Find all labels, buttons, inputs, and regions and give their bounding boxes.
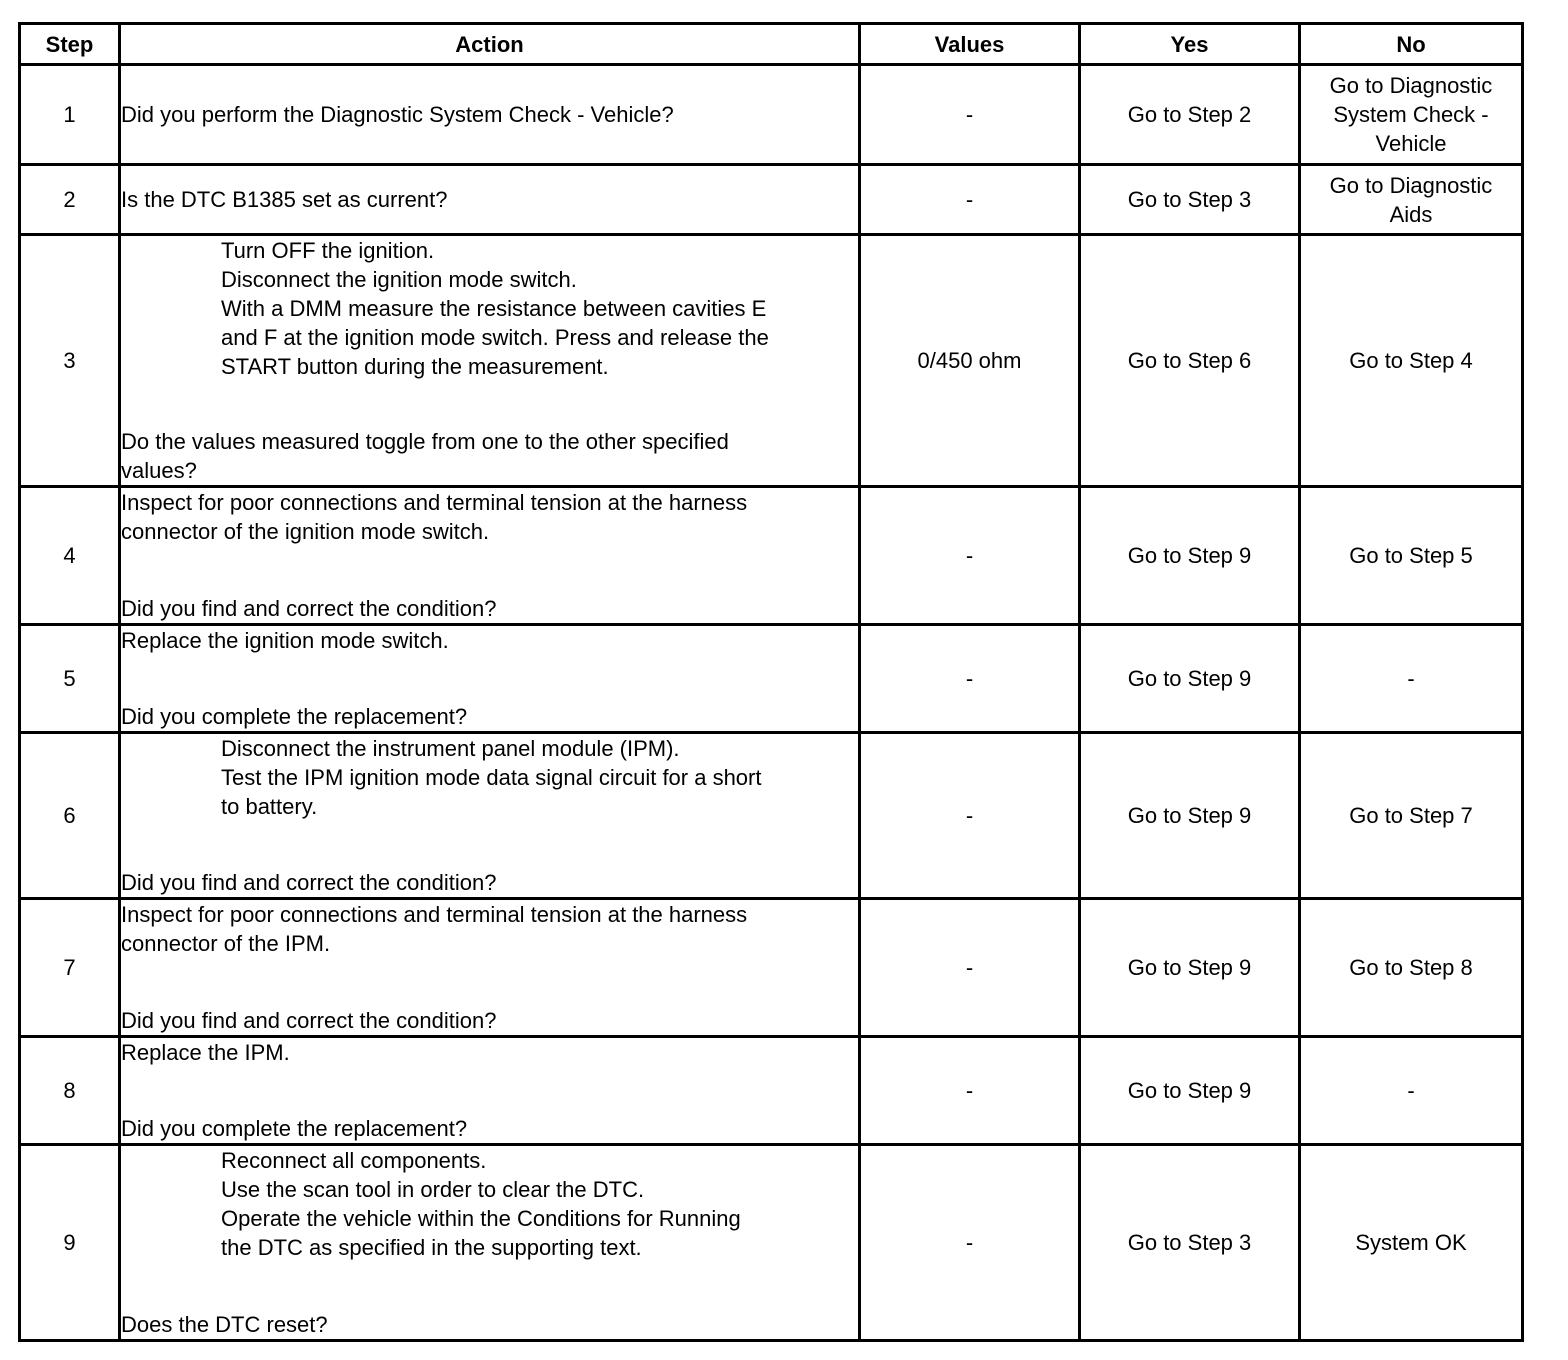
yes-cell: Go to Step 2 xyxy=(1080,65,1300,165)
action-question: Does the DTC reset? xyxy=(121,1312,328,1337)
no-cell: Go to Step 7 xyxy=(1300,733,1523,899)
action-cell xyxy=(120,899,860,1037)
instruction-line: Operate the vehicle within the Conditions for Running xyxy=(221,1206,741,1231)
no-cell xyxy=(1300,165,1523,235)
instruction-line: Turn OFF the ignition. xyxy=(221,238,435,263)
no-cell: Go to Step 5 xyxy=(1300,487,1523,625)
table-row xyxy=(20,235,1523,487)
table-row xyxy=(20,1037,1523,1145)
instruction-line: and F at the ignition mode switch. Press and release the xyxy=(221,325,769,350)
action-question: Is the DTC B1385 set as current? xyxy=(121,187,448,212)
yes-cell: Go to Step 3 xyxy=(1080,1145,1300,1341)
action-question xyxy=(121,427,858,485)
step-number: 4 xyxy=(20,487,120,625)
values-cell: - xyxy=(860,733,1080,899)
header-action: Action xyxy=(120,24,860,65)
instruction-line: the DTC as specified in the supporting text. xyxy=(221,1235,642,1260)
step-number: 9 xyxy=(20,1145,120,1341)
no-cell: - xyxy=(1300,625,1523,733)
values-cell: - xyxy=(860,625,1080,733)
action-instructions xyxy=(121,900,858,958)
instruction-line: Use the scan tool in order to clear the DTC. xyxy=(221,1177,645,1202)
values-cell: - xyxy=(860,899,1080,1037)
step-number: 6 xyxy=(20,733,120,899)
no-line: System Check - xyxy=(1333,102,1489,127)
table-row xyxy=(20,733,1523,899)
no-line: Go to Diagnostic xyxy=(1329,172,1493,198)
instruction-line: Disconnect the instrument panel module (IPM). xyxy=(221,736,680,761)
action-instructions xyxy=(121,734,858,821)
no-line: Aids xyxy=(1389,201,1433,227)
action-cell xyxy=(120,733,860,899)
no-line: Go to Diagnostic xyxy=(1329,73,1493,98)
table-row xyxy=(20,165,1523,235)
instruction-line: START button during the measurement. xyxy=(221,354,609,379)
action-cell xyxy=(120,1145,860,1341)
action-cell xyxy=(120,165,860,235)
no-line: Vehicle xyxy=(1375,131,1447,156)
instruction-line: Replace the ignition mode switch. xyxy=(121,628,449,653)
instruction-line: Inspect for poor connections and terminal tension at the harness xyxy=(121,490,748,515)
values-cell: - xyxy=(860,487,1080,625)
action-question: Did you perform the Diagnostic System Check - Vehicle? xyxy=(121,102,674,127)
action-question: Did you complete the replacement? xyxy=(121,704,468,729)
table-row xyxy=(20,65,1523,165)
values-cell: 0/450 ohm xyxy=(860,235,1080,487)
table-row xyxy=(20,487,1523,625)
action-question: Did you find and correct the condition? xyxy=(121,870,497,895)
action-question: Did you find and correct the condition? xyxy=(121,596,497,621)
action-cell xyxy=(120,65,860,165)
action-cell xyxy=(120,625,860,733)
step-number: 8 xyxy=(20,1037,120,1145)
instruction-line: to battery. xyxy=(221,794,318,819)
no-cell xyxy=(1300,65,1523,165)
values-cell: - xyxy=(860,1037,1080,1145)
action-question: Did you complete the replacement? xyxy=(121,1116,468,1141)
header-yes: Yes xyxy=(1080,24,1300,65)
yes-cell: Go to Step 9 xyxy=(1080,733,1300,899)
instruction-line: Inspect for poor connections and terminal tension at the harness xyxy=(121,902,748,927)
no-cell: - xyxy=(1300,1037,1523,1145)
action-instructions xyxy=(121,236,858,381)
instruction-line: With a DMM measure the resistance between cavities E xyxy=(221,296,767,321)
action-instructions xyxy=(121,1146,858,1262)
values-cell: - xyxy=(860,165,1080,235)
instruction-line: Disconnect the ignition mode switch. xyxy=(221,267,577,292)
instruction-line: connector of the IPM. xyxy=(121,931,331,956)
action-instructions xyxy=(121,488,858,546)
action-question: Did you find and correct the condition? xyxy=(121,1008,497,1033)
header-step: Step xyxy=(20,24,120,65)
question-line: Do the values measured toggle from one to the other specified xyxy=(121,429,729,454)
yes-cell: Go to Step 6 xyxy=(1080,235,1300,487)
header-values: Values xyxy=(860,24,1080,65)
action-instructions xyxy=(121,626,858,655)
table-row xyxy=(20,899,1523,1037)
question-line: values? xyxy=(121,458,197,483)
yes-cell: Go to Step 9 xyxy=(1080,899,1300,1037)
action-instructions xyxy=(121,1038,858,1067)
values-cell: - xyxy=(860,1145,1080,1341)
step-number: 3 xyxy=(20,235,120,487)
no-cell: System OK xyxy=(1300,1145,1523,1341)
action-cell xyxy=(120,1037,860,1145)
yes-cell: Go to Step 9 xyxy=(1080,487,1300,625)
yes-cell: Go to Step 3 xyxy=(1080,165,1300,235)
diagnostic-table xyxy=(18,22,1524,1342)
step-number: 7 xyxy=(20,899,120,1037)
instruction-line: Replace the IPM. xyxy=(121,1040,290,1065)
step-number: 5 xyxy=(20,625,120,733)
header-row xyxy=(20,24,1523,65)
instruction-line: Reconnect all components. xyxy=(221,1148,487,1173)
action-cell xyxy=(120,487,860,625)
header-no: No xyxy=(1300,24,1523,65)
action-cell xyxy=(120,235,860,487)
step-number: 2 xyxy=(20,165,120,235)
instruction-line: Test the IPM ignition mode data signal circuit for a short xyxy=(221,765,762,790)
table-row xyxy=(20,1145,1523,1341)
yes-cell: Go to Step 9 xyxy=(1080,625,1300,733)
no-cell: Go to Step 8 xyxy=(1300,899,1523,1037)
values-cell: - xyxy=(860,65,1080,165)
yes-cell: Go to Step 9 xyxy=(1080,1037,1300,1145)
no-cell: Go to Step 4 xyxy=(1300,235,1523,487)
table-row xyxy=(20,625,1523,733)
step-number: 1 xyxy=(20,65,120,165)
instruction-line: connector of the ignition mode switch. xyxy=(121,519,490,544)
